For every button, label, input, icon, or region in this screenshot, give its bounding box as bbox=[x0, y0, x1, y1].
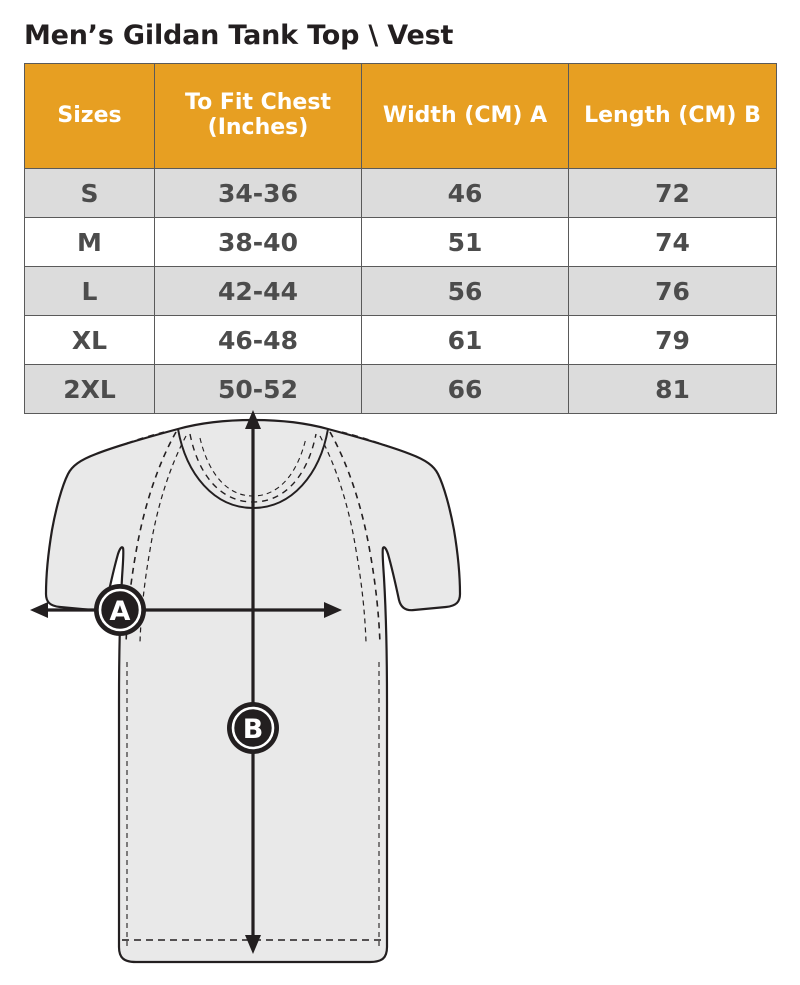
column-header-length: Length (CM) B bbox=[569, 64, 777, 169]
table-row bbox=[25, 316, 777, 365]
cell-size: XL bbox=[25, 316, 155, 365]
cell-length: 79 bbox=[569, 316, 777, 365]
table-row bbox=[25, 218, 777, 267]
cell-chest: 50-52 bbox=[155, 365, 362, 414]
column-header-sizes: Sizes bbox=[25, 64, 155, 169]
column-header-width: Width (CM) A bbox=[362, 64, 569, 169]
cell-chest: 46-48 bbox=[155, 316, 362, 365]
cell-size: L bbox=[25, 267, 155, 316]
table-header-row bbox=[25, 64, 777, 169]
table-row bbox=[25, 169, 777, 218]
table-row bbox=[25, 267, 777, 316]
column-header-chest: To Fit Chest (Inches) bbox=[155, 64, 362, 169]
cell-size: 2XL bbox=[25, 365, 155, 414]
cell-width: 51 bbox=[362, 218, 569, 267]
cell-chest: 38-40 bbox=[155, 218, 362, 267]
page-title: Men’s Gildan Tank Top \ Vest bbox=[24, 20, 454, 51]
cell-width: 66 bbox=[362, 365, 569, 414]
garment-diagram bbox=[0, 402, 800, 985]
cell-width: 56 bbox=[362, 267, 569, 316]
cell-size: M bbox=[25, 218, 155, 267]
cell-size: S bbox=[25, 169, 155, 218]
cell-chest: 34-36 bbox=[155, 169, 362, 218]
cell-length: 81 bbox=[569, 365, 777, 414]
width-marker-label: A bbox=[109, 596, 131, 627]
length-marker-label: B bbox=[242, 714, 264, 745]
table-body bbox=[25, 169, 777, 414]
cell-width: 46 bbox=[362, 169, 569, 218]
cell-length: 72 bbox=[569, 169, 777, 218]
cell-length: 74 bbox=[569, 218, 777, 267]
size-chart-table bbox=[24, 63, 777, 414]
table-header bbox=[25, 64, 777, 169]
cell-length: 76 bbox=[569, 267, 777, 316]
cell-chest: 42-44 bbox=[155, 267, 362, 316]
cell-width: 61 bbox=[362, 316, 569, 365]
